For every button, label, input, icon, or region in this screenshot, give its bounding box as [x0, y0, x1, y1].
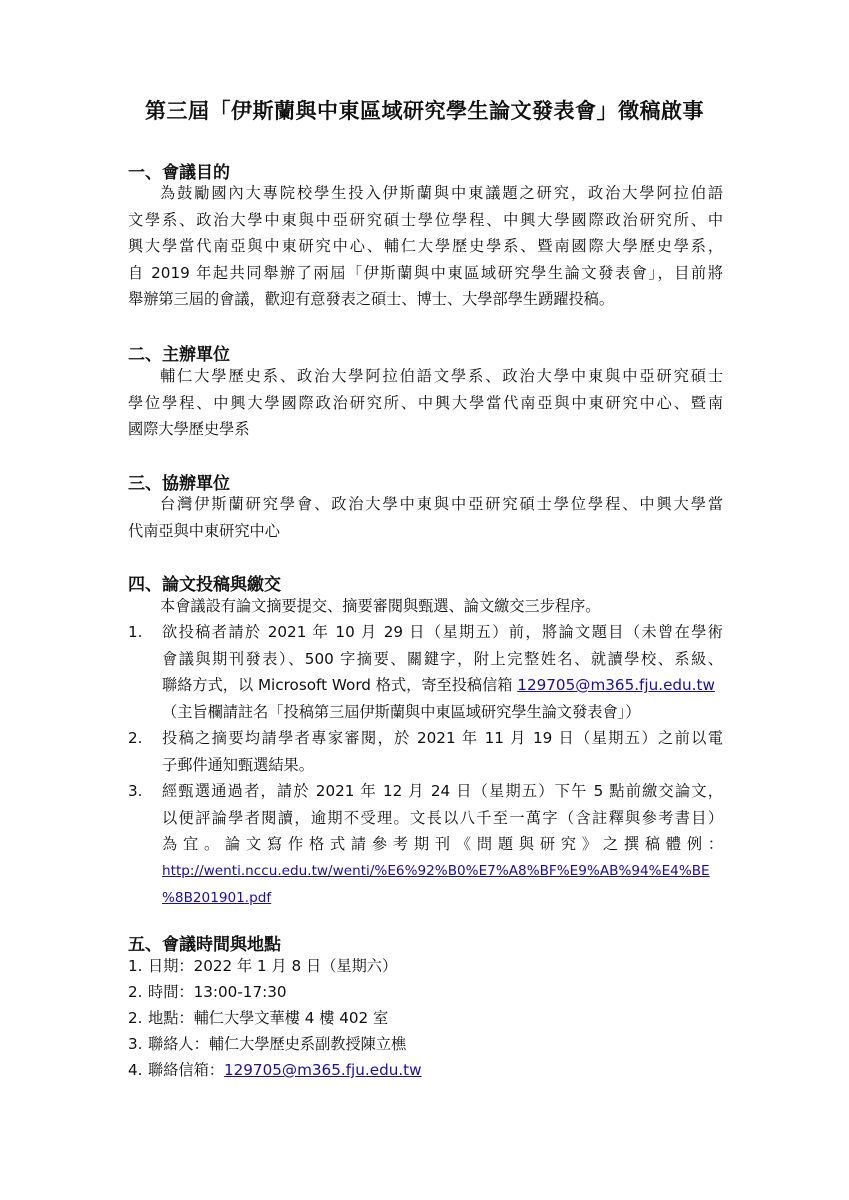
event-date: 日期：2022 年 1 月 8 日（星期六） [148, 957, 398, 975]
list-number: 2. [128, 1009, 143, 1027]
style-guide-link-continued[interactable]: %8B201901.pdf [162, 890, 272, 906]
text-line: （主旨欄請註名「投稿第三屆伊斯蘭與中東區域研究學生論文發表會」） [162, 702, 641, 721]
section-body-purpose [128, 180, 723, 313]
page-title: 第三屆「伊斯蘭與中東區域研究學生論文發表會」徵稿啟事 [145, 99, 704, 123]
section-heading-purpose: 一、會議目的 [128, 163, 230, 183]
list-item [128, 778, 723, 912]
text-line: 以便評論學者閱讀，逾期不受理。文長以八千至一萬字（含註釋與參考書目） [162, 808, 723, 827]
list-number: 4. [128, 1061, 143, 1079]
section-heading-organizers: 二、主辦單位 [128, 345, 230, 365]
submission-email-link[interactable]: 129705@m365.fju.edu.tw [517, 676, 715, 694]
section-heading-submission: 四、論文投稿與繳交 [128, 575, 281, 595]
list-item [128, 619, 723, 725]
text-line: 國際大學歷史學系 [128, 420, 250, 438]
text-line: 本會議設有論文摘要提交、摘要審閱與甄選、論文繳交三步程序。 [160, 597, 601, 615]
list-item [128, 953, 397, 980]
text-segment: 聯絡方式，以 Microsoft Word 格式，寄至投稿信箱 [162, 676, 518, 694]
submission-intro [128, 593, 723, 620]
list-number: 3. [128, 782, 143, 800]
text-line: 自 2019 年起共同舉辦了兩屆「伊斯蘭與中東區域研究學生論文發表會」，目前將 [128, 263, 723, 282]
text-line: 為鼓勵國內大專院校學生投入伊斯蘭與中東議題之研究，政治大學阿拉伯語 [160, 184, 723, 202]
event-location: 地點：輔仁大學文華樓 4 樓 402 室 [148, 1009, 389, 1027]
text-line: 興大學當代南亞與中東研究中心、輔仁大學歷史學系、暨南國際大學歷史學系， [128, 237, 723, 255]
list-number: 1. [128, 957, 143, 975]
contact-email-label: 聯絡信箱： [148, 1061, 224, 1079]
contact-person: 聯絡人：輔仁大學歷史系副教授陳立樵 [148, 1035, 407, 1053]
list-number: 2. [128, 729, 143, 747]
text-line: 欲投稿者請於 2021 年 10 月 29 日（星期五）前，將論文題目（未曾在學術 [162, 623, 723, 641]
section-heading-time-place: 五、會議時間與地點 [128, 935, 281, 955]
section-body-organizers [128, 363, 723, 443]
text-line: 文學系、政治大學中東與中亞研究碩士學位學程、中興大學國際政治研究所、中 [128, 210, 723, 229]
text-line: 經甄選通過者，請於 2021 年 12 月 24 日（星期五）下午 5 點前繳交論文， [162, 782, 723, 800]
list-number: 2. [128, 983, 143, 1001]
text-line [162, 672, 723, 699]
text-line: 輔仁大學歷史系、政治大學阿拉伯語文學系、政治大學中東與中亞研究碩士 [160, 367, 723, 385]
text-line: 投稿之摘要均請學者專家審閱，於 2021 年 11 月 19 日（星期五）之前以電 [162, 729, 723, 747]
list-item [128, 1057, 422, 1084]
section-heading-co-organizers: 三、協辦單位 [128, 474, 230, 494]
text-line: 子郵件通知甄選結果。 [162, 755, 314, 774]
list-item [128, 1005, 388, 1032]
text-line: 學位學程、中興大學國際政治研究所、中興大學當代南亞與中東研究中心、暨南 [128, 393, 723, 412]
text-line: 會議與期刊發表）、500 字摘要、關鍵字，附上完整姓名、就讀學校、系級、 [162, 649, 723, 668]
list-item [128, 979, 287, 1006]
list-number: 3. [128, 1035, 143, 1053]
contact-email-link[interactable]: 129705@m365.fju.edu.tw [223, 1061, 422, 1079]
event-time: 時間：13:00-17:30 [148, 983, 287, 1001]
text-line: 舉辦第三屆的會議，歡迎有意發表之碩士、博士、大學部學生踴躍投稿。 [128, 290, 614, 308]
list-item [128, 725, 723, 778]
list-number: 1. [128, 623, 143, 641]
list-item [128, 1031, 406, 1058]
text-line: 為宜。論文寫作格式請參考期刊《問題與研究》之撰稿體例： [162, 835, 723, 853]
text-line: 代南亞與中東研究中心 [128, 521, 280, 540]
style-guide-link[interactable]: http://wenti.nccu.edu.tw/wenti/%E6%92%B0%E7%A8%BF%E9%AB%94%E4%BE [162, 862, 710, 879]
section-body-co-organizers [128, 491, 723, 544]
text-line: 台灣伊斯蘭研究學會、政治大學中東與中亞研究碩士學位學程、中興大學當 [160, 495, 723, 513]
